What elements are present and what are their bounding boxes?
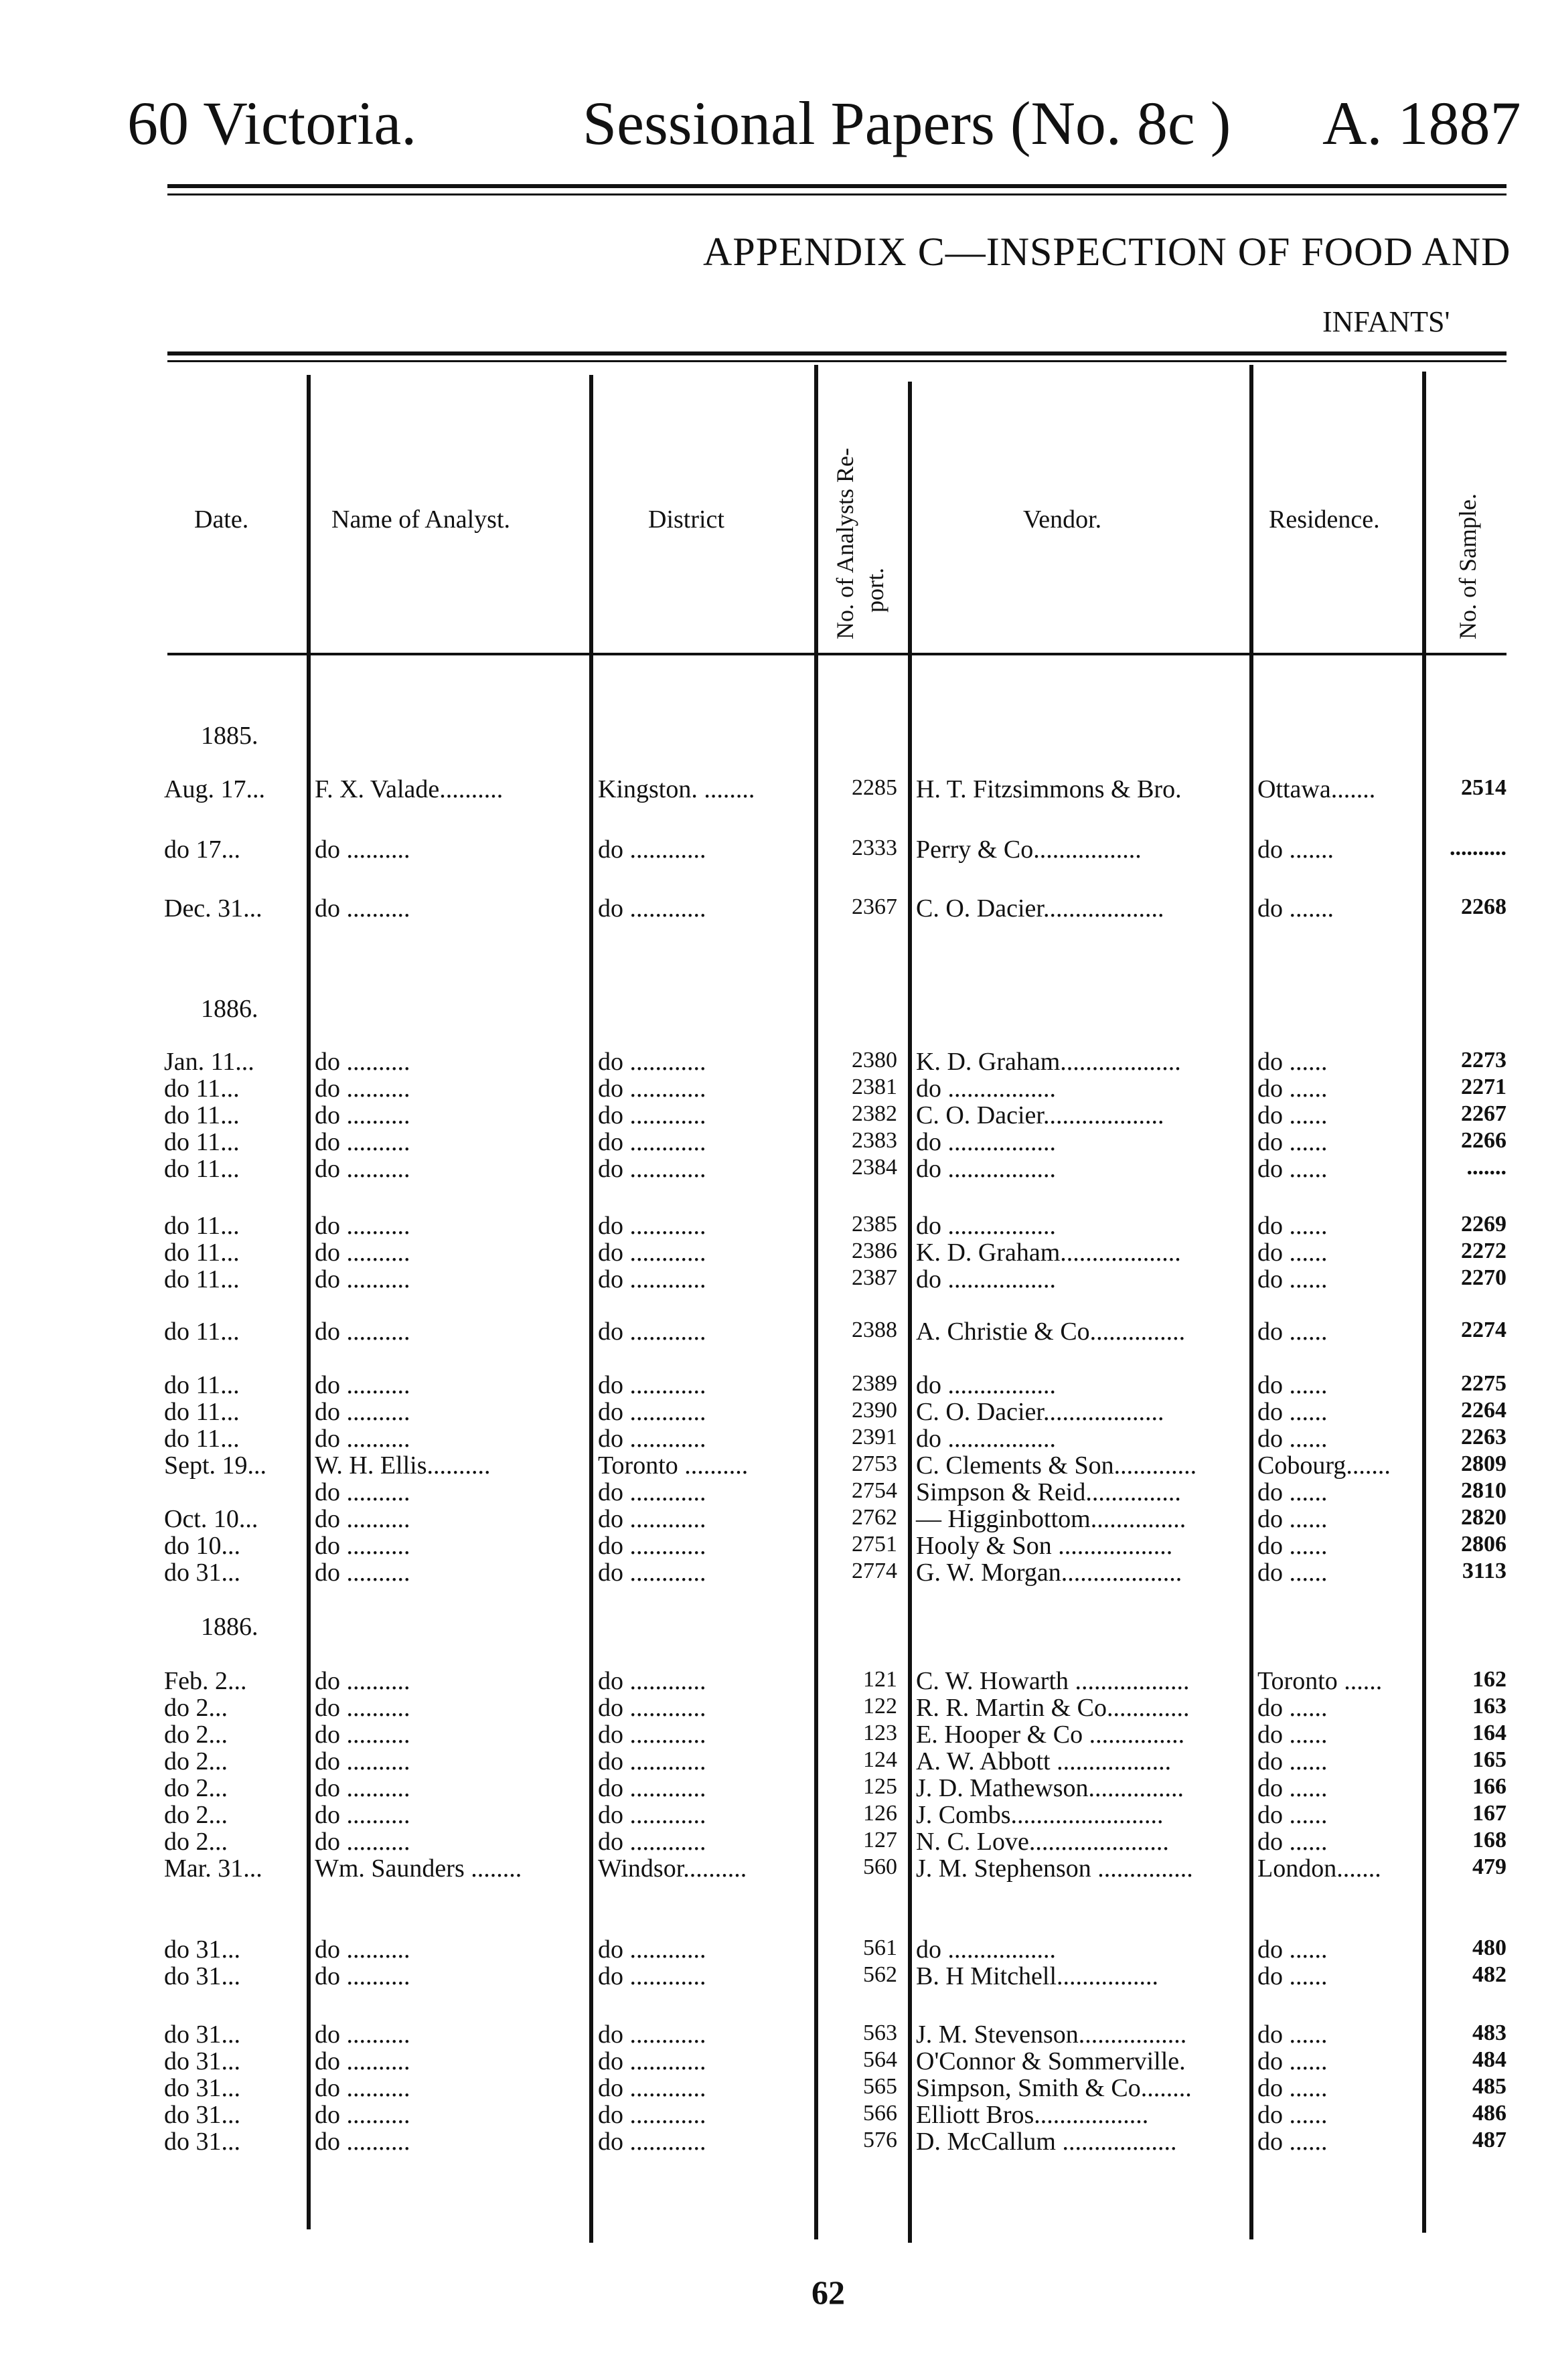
cell-date: do 31... xyxy=(164,2128,240,2156)
cell-report: 562 xyxy=(863,1962,897,1987)
cell-date: do 10... xyxy=(164,1532,240,1560)
cell-date: do 11... xyxy=(164,1212,240,1240)
cell-date: do 11... xyxy=(164,1239,240,1267)
cell-district: do ............ xyxy=(598,1398,706,1426)
cell-district: do ............ xyxy=(598,1318,706,1346)
cell-vendor: do ................. xyxy=(916,1935,1056,1964)
cell-residence: do ...... xyxy=(1257,1318,1328,1346)
cell-district: do ............ xyxy=(598,2101,706,2129)
cell-report: 2333 xyxy=(852,836,897,860)
cell-date: do 31... xyxy=(164,2101,240,2129)
cell-residence: Cobourg....... xyxy=(1257,1451,1391,1480)
cell-sample: 2809 xyxy=(1461,1451,1506,1476)
cell-vendor: O'Connor & Sommerville. xyxy=(916,2047,1186,2075)
header-sessional-papers: Sessional Papers (No. 8c ) xyxy=(583,89,1231,157)
cell-report: 2391 xyxy=(852,1425,897,1449)
cell-vendor: do ................. xyxy=(916,1212,1056,1240)
cell-analyst: do .......... xyxy=(315,1101,410,1129)
cell-date: do 2... xyxy=(164,1721,228,1749)
cell-district: Kingston. ........ xyxy=(598,775,755,803)
cell-report: 2385 xyxy=(852,1212,897,1237)
cell-vendor: Elliott Bros.................. xyxy=(916,2101,1149,2129)
cell-residence: Toronto ...... xyxy=(1257,1667,1383,1695)
cell-date: do 31... xyxy=(164,2074,240,2102)
cell-vendor: do ................. xyxy=(916,1265,1056,1293)
appendix-title: APPENDIX C—INSPECTION OF FOOD AND xyxy=(703,230,1511,274)
cell-report: 563 xyxy=(863,2020,897,2045)
column-header-district: District xyxy=(648,505,724,534)
cell-sample: .......... xyxy=(1450,836,1506,860)
cell-date: do 2... xyxy=(164,1694,228,1722)
cell-analyst: Wm. Saunders ........ xyxy=(315,1854,522,1883)
cell-vendor: do ................. xyxy=(916,1128,1056,1156)
cell-sample: ....... xyxy=(1466,1155,1506,1180)
cell-vendor: C. O. Dacier................... xyxy=(916,1398,1164,1426)
cell-date: do 11... xyxy=(164,1075,240,1103)
cell-district: do ............ xyxy=(598,1425,706,1453)
year-heading: 1886. xyxy=(201,995,258,1023)
cell-district: do ............ xyxy=(598,2020,706,2049)
cell-report: 2382 xyxy=(852,1101,897,1126)
cell-sample: 168 xyxy=(1472,1828,1506,1852)
column-divider-residence xyxy=(1249,365,1253,2239)
cell-date: Feb. 2... xyxy=(164,1667,247,1695)
cell-district: do ............ xyxy=(598,1505,706,1533)
cell-sample: 480 xyxy=(1472,1935,1506,1960)
cell-analyst: do .......... xyxy=(315,2074,410,2102)
cell-report: 125 xyxy=(863,1774,897,1799)
cell-analyst: do .......... xyxy=(315,894,410,923)
cell-residence: do ...... xyxy=(1257,1801,1328,1829)
column-header-rule xyxy=(167,653,1506,655)
cell-vendor: J. Combs........................ xyxy=(916,1801,1164,1829)
cell-district: do ............ xyxy=(598,1155,706,1183)
cell-analyst: do .......... xyxy=(315,1478,410,1506)
cell-district: Toronto .......... xyxy=(598,1451,749,1480)
cell-analyst: do .......... xyxy=(315,1155,410,1183)
cell-sample: 2810 xyxy=(1461,1478,1506,1503)
cell-date: Sept. 19... xyxy=(164,1451,267,1480)
cell-sample: 2272 xyxy=(1461,1239,1506,1263)
cell-sample: 484 xyxy=(1472,2047,1506,2072)
cell-analyst: do .......... xyxy=(315,1801,410,1829)
cell-vendor: C. O. Dacier................... xyxy=(916,1101,1164,1129)
cell-analyst: do .......... xyxy=(315,2128,410,2156)
cell-report: 2753 xyxy=(852,1451,897,1476)
column-header-analyst: Name of Analyst. xyxy=(331,505,511,534)
column-header-report-line1: No. of Analysts Re- xyxy=(832,448,858,639)
cell-report: 565 xyxy=(863,2074,897,2099)
cell-sample: 2806 xyxy=(1461,1532,1506,1557)
cell-district: do ............ xyxy=(598,836,706,864)
cell-date: Jan. 11... xyxy=(164,1048,254,1076)
cell-district: do ............ xyxy=(598,1265,706,1293)
cell-date: do 31... xyxy=(164,2020,240,2049)
cell-report: 126 xyxy=(863,1801,897,1826)
cell-analyst: do .......... xyxy=(315,1828,410,1856)
cell-residence: do ...... xyxy=(1257,1478,1328,1506)
year-heading: 1886. xyxy=(201,1613,258,1641)
cell-district: do ............ xyxy=(598,1239,706,1267)
cell-vendor: Simpson, Smith & Co........ xyxy=(916,2074,1192,2102)
cell-district: do ............ xyxy=(598,1828,706,1856)
cell-sample: 479 xyxy=(1472,1854,1506,1879)
cell-analyst: do .......... xyxy=(315,1747,410,1775)
cell-residence: do ...... xyxy=(1257,1747,1328,1775)
cell-analyst: do .......... xyxy=(315,2020,410,2049)
cell-district: Windsor.......... xyxy=(598,1854,747,1883)
cell-analyst: do .......... xyxy=(315,1505,410,1533)
cell-sample: 2514 xyxy=(1461,775,1506,800)
cell-report: 2389 xyxy=(852,1371,897,1396)
cell-residence: do ...... xyxy=(1257,1532,1328,1560)
cell-analyst: do .......... xyxy=(315,2047,410,2075)
cell-report: 2774 xyxy=(852,1559,897,1583)
cell-district: do ............ xyxy=(598,2074,706,2102)
cell-analyst: do .......... xyxy=(315,1694,410,1722)
cell-report: 127 xyxy=(863,1828,897,1852)
cell-residence: do ...... xyxy=(1257,1694,1328,1722)
cell-vendor: R. R. Martin & Co............. xyxy=(916,1694,1190,1722)
cell-district: do ............ xyxy=(598,1667,706,1695)
cell-date: do 2... xyxy=(164,1774,228,1802)
appendix-subtitle: INFANTS' xyxy=(1322,305,1450,338)
cell-sample: 485 xyxy=(1472,2074,1506,2099)
cell-residence: do ....... xyxy=(1257,836,1334,864)
page-number: 62 xyxy=(811,2274,845,2311)
cell-report: 2381 xyxy=(852,1075,897,1099)
cell-district: do ............ xyxy=(598,894,706,923)
column-header-sample: No. of Sample. xyxy=(1454,493,1481,639)
cell-analyst: do .......... xyxy=(315,1128,410,1156)
cell-residence: do ...... xyxy=(1257,1559,1328,1587)
cell-report: 2367 xyxy=(852,894,897,919)
cell-sample: 2273 xyxy=(1461,1048,1506,1073)
cell-vendor: B. H Mitchell................ xyxy=(916,1962,1159,1990)
cell-sample: 166 xyxy=(1472,1774,1506,1799)
cell-analyst: do .......... xyxy=(315,1265,410,1293)
cell-analyst: F. X. Valade.......... xyxy=(315,775,504,803)
cell-analyst: do .......... xyxy=(315,1371,410,1399)
cell-vendor: A. Christie & Co............... xyxy=(916,1318,1186,1346)
cell-residence: do ...... xyxy=(1257,1935,1328,1964)
year-heading: 1885. xyxy=(201,722,258,750)
cell-report: 123 xyxy=(863,1721,897,1745)
cell-sample: 2270 xyxy=(1461,1265,1506,1290)
cell-vendor: K. D. Graham................... xyxy=(916,1239,1181,1267)
cell-report: 2754 xyxy=(852,1478,897,1503)
cell-analyst: do .......... xyxy=(315,1667,410,1695)
cell-residence: do ...... xyxy=(1257,1048,1328,1076)
cell-sample: 2820 xyxy=(1461,1505,1506,1530)
cell-analyst: do .......... xyxy=(315,1425,410,1453)
column-header-residence: Residence. xyxy=(1269,505,1380,534)
cell-date: do 11... xyxy=(164,1128,240,1156)
cell-analyst: do .......... xyxy=(315,1774,410,1802)
cell-analyst: W. H. Ellis.......... xyxy=(315,1451,491,1480)
cell-vendor: C. O. Dacier................... xyxy=(916,894,1164,923)
cell-analyst: do .......... xyxy=(315,1239,410,1267)
cell-analyst: do .......... xyxy=(315,1721,410,1749)
cell-report: 564 xyxy=(863,2047,897,2072)
header-rule-bottom xyxy=(167,193,1506,195)
cell-date: Oct. 10... xyxy=(164,1505,258,1533)
cell-vendor: — Higginbottom............... xyxy=(916,1505,1186,1533)
cell-sample: 2264 xyxy=(1461,1398,1506,1423)
column-divider-sample xyxy=(1422,372,1426,2233)
cell-sample: 2263 xyxy=(1461,1425,1506,1449)
cell-vendor: J. M. Stevenson................. xyxy=(916,2020,1187,2049)
cell-residence: do ...... xyxy=(1257,1505,1328,1533)
cell-district: do ............ xyxy=(598,1774,706,1802)
cell-date: do 11... xyxy=(164,1101,240,1129)
column-divider-analyst xyxy=(307,375,311,2229)
cell-residence: do ...... xyxy=(1257,1398,1328,1426)
cell-district: do ............ xyxy=(598,2047,706,2075)
cell-date: Aug. 17... xyxy=(164,775,265,803)
cell-report: 2383 xyxy=(852,1128,897,1153)
table-rule-top-thin xyxy=(167,360,1506,362)
cell-district: do ............ xyxy=(598,1559,706,1587)
cell-vendor: J. M. Stephenson ............... xyxy=(916,1854,1193,1883)
cell-report: 121 xyxy=(863,1667,897,1692)
cell-vendor: H. T. Fitzsimmons & Bro. xyxy=(916,775,1182,803)
cell-residence: do ...... xyxy=(1257,1101,1328,1129)
cell-report: 2285 xyxy=(852,775,897,800)
cell-sample: 2267 xyxy=(1461,1101,1506,1126)
cell-analyst: do .......... xyxy=(315,1962,410,1990)
cell-date: do 2... xyxy=(164,1828,228,1856)
cell-report: 2390 xyxy=(852,1398,897,1423)
cell-district: do ............ xyxy=(598,1801,706,1829)
cell-district: do ............ xyxy=(598,1962,706,1990)
column-header-date: Date. xyxy=(194,505,249,534)
cell-report: 122 xyxy=(863,1694,897,1719)
cell-sample: 482 xyxy=(1472,1962,1506,1987)
cell-date: do 2... xyxy=(164,1747,228,1775)
cell-residence: do ...... xyxy=(1257,1721,1328,1749)
cell-residence: do ...... xyxy=(1257,1128,1328,1156)
cell-residence: do ...... xyxy=(1257,2128,1328,2156)
column-header-report-line2: port. xyxy=(862,568,888,613)
cell-district: do ............ xyxy=(598,1694,706,1722)
cell-residence: do ...... xyxy=(1257,1774,1328,1802)
cell-report: 124 xyxy=(863,1747,897,1772)
cell-district: do ............ xyxy=(598,1075,706,1103)
cell-district: do ............ xyxy=(598,1747,706,1775)
cell-sample: 2266 xyxy=(1461,1128,1506,1153)
header-volume: 60 Victoria. xyxy=(127,89,417,157)
cell-sample: 167 xyxy=(1472,1801,1506,1826)
cell-report: 2387 xyxy=(852,1265,897,1290)
cell-vendor: J. D. Mathewson............... xyxy=(916,1774,1184,1802)
cell-sample: 163 xyxy=(1472,1694,1506,1719)
cell-date: do 31... xyxy=(164,1935,240,1964)
cell-report: 561 xyxy=(863,1935,897,1960)
cell-date: do 31... xyxy=(164,2047,240,2075)
cell-date: do 11... xyxy=(164,1398,240,1426)
cell-residence: do ...... xyxy=(1257,1371,1328,1399)
cell-report: 2751 xyxy=(852,1532,897,1557)
cell-district: do ............ xyxy=(598,1532,706,1560)
cell-sample: 164 xyxy=(1472,1721,1506,1745)
cell-analyst: do .......... xyxy=(315,1559,410,1587)
cell-vendor: C. Clements & Son............. xyxy=(916,1451,1197,1480)
cell-report: 2384 xyxy=(852,1155,897,1180)
cell-district: do ............ xyxy=(598,1935,706,1964)
cell-vendor: C. W. Howarth .................. xyxy=(916,1667,1190,1695)
cell-residence: do ...... xyxy=(1257,2074,1328,2102)
cell-analyst: do .......... xyxy=(315,1318,410,1346)
cell-report: 566 xyxy=(863,2101,897,2126)
cell-date: do 11... xyxy=(164,1155,240,1183)
cell-residence: do ...... xyxy=(1257,2101,1328,2129)
cell-district: do ............ xyxy=(598,1371,706,1399)
column-header-vendor: Vendor. xyxy=(1023,505,1102,534)
cell-sample: 2274 xyxy=(1461,1318,1506,1342)
column-divider-district xyxy=(589,375,593,2243)
cell-analyst: do .......... xyxy=(315,1935,410,1964)
cell-residence: do ...... xyxy=(1257,1425,1328,1453)
cell-district: do ............ xyxy=(598,2128,706,2156)
cell-residence: do ...... xyxy=(1257,1212,1328,1240)
cell-vendor: do ................. xyxy=(916,1075,1056,1103)
cell-analyst: do .......... xyxy=(315,2101,410,2129)
cell-date: do 11... xyxy=(164,1318,240,1346)
cell-date: do 31... xyxy=(164,1962,240,1990)
cell-vendor: do ................. xyxy=(916,1155,1056,1183)
column-header-report xyxy=(830,448,891,639)
cell-vendor: N. C. Love...................... xyxy=(916,1828,1169,1856)
cell-vendor: Hooly & Son .................. xyxy=(916,1532,1173,1560)
cell-report: 2386 xyxy=(852,1239,897,1263)
cell-sample: 2269 xyxy=(1461,1212,1506,1237)
cell-sample: 2271 xyxy=(1461,1075,1506,1099)
cell-date: Mar. 31... xyxy=(164,1854,262,1883)
cell-vendor: Perry & Co................. xyxy=(916,836,1142,864)
cell-analyst: do .......... xyxy=(315,1532,410,1560)
cell-report: 560 xyxy=(863,1854,897,1879)
cell-date: do 11... xyxy=(164,1425,240,1453)
cell-sample: 486 xyxy=(1472,2101,1506,2126)
cell-vendor: D. McCallum .................. xyxy=(916,2128,1177,2156)
cell-sample: 2268 xyxy=(1461,894,1506,919)
cell-sample: 3113 xyxy=(1462,1559,1506,1583)
cell-district: do ............ xyxy=(598,1128,706,1156)
column-divider-vendor xyxy=(908,382,912,2243)
cell-report: 576 xyxy=(863,2128,897,2152)
cell-vendor: G. W. Morgan................... xyxy=(916,1559,1182,1587)
cell-date: do 11... xyxy=(164,1265,240,1293)
cell-report: 2380 xyxy=(852,1048,897,1073)
cell-residence: do ...... xyxy=(1257,1075,1328,1103)
cell-vendor: A. W. Abbott .................. xyxy=(916,1747,1172,1775)
cell-report: 2388 xyxy=(852,1318,897,1342)
table-rule-top xyxy=(167,351,1506,355)
cell-sample: 165 xyxy=(1472,1747,1506,1772)
cell-residence: do ...... xyxy=(1257,2047,1328,2075)
cell-vendor: E. Hooper & Co ............... xyxy=(916,1721,1185,1749)
cell-vendor: do ................. xyxy=(916,1371,1056,1399)
cell-sample: 162 xyxy=(1472,1667,1506,1692)
column-divider-report xyxy=(814,365,818,2239)
cell-date: do 2... xyxy=(164,1801,228,1829)
cell-district: do ............ xyxy=(598,1101,706,1129)
cell-residence: Ottawa....... xyxy=(1257,775,1376,803)
cell-residence: do ...... xyxy=(1257,1155,1328,1183)
header-rule-top xyxy=(167,184,1506,188)
cell-vendor: do ................. xyxy=(916,1425,1056,1453)
cell-sample: 483 xyxy=(1472,2020,1506,2045)
cell-residence: London....... xyxy=(1257,1854,1381,1883)
cell-analyst: do .......... xyxy=(315,1212,410,1240)
cell-residence: do ...... xyxy=(1257,1265,1328,1293)
cell-residence: do ...... xyxy=(1257,2020,1328,2049)
cell-district: do ............ xyxy=(598,1721,706,1749)
cell-residence: do ....... xyxy=(1257,894,1334,923)
cell-date: do 11... xyxy=(164,1371,240,1399)
cell-residence: do ...... xyxy=(1257,1828,1328,1856)
cell-vendor: K. D. Graham................... xyxy=(916,1048,1181,1076)
cell-analyst: do .......... xyxy=(315,1075,410,1103)
cell-vendor: Simpson & Reid............... xyxy=(916,1478,1181,1506)
cell-residence: do ...... xyxy=(1257,1239,1328,1267)
cell-date: do 31... xyxy=(164,1559,240,1587)
cell-sample: 487 xyxy=(1472,2128,1506,2152)
cell-analyst: do .......... xyxy=(315,836,410,864)
header-year: A. 1887 xyxy=(1322,89,1521,157)
cell-date: Dec. 31... xyxy=(164,894,262,923)
cell-district: do ............ xyxy=(598,1478,706,1506)
cell-sample: 2275 xyxy=(1461,1371,1506,1396)
cell-district: do ............ xyxy=(598,1048,706,1076)
cell-report: 2762 xyxy=(852,1505,897,1530)
cell-analyst: do .......... xyxy=(315,1048,410,1076)
cell-district: do ............ xyxy=(598,1212,706,1240)
cell-date: do 17... xyxy=(164,836,240,864)
cell-residence: do ...... xyxy=(1257,1962,1328,1990)
cell-analyst: do .......... xyxy=(315,1398,410,1426)
